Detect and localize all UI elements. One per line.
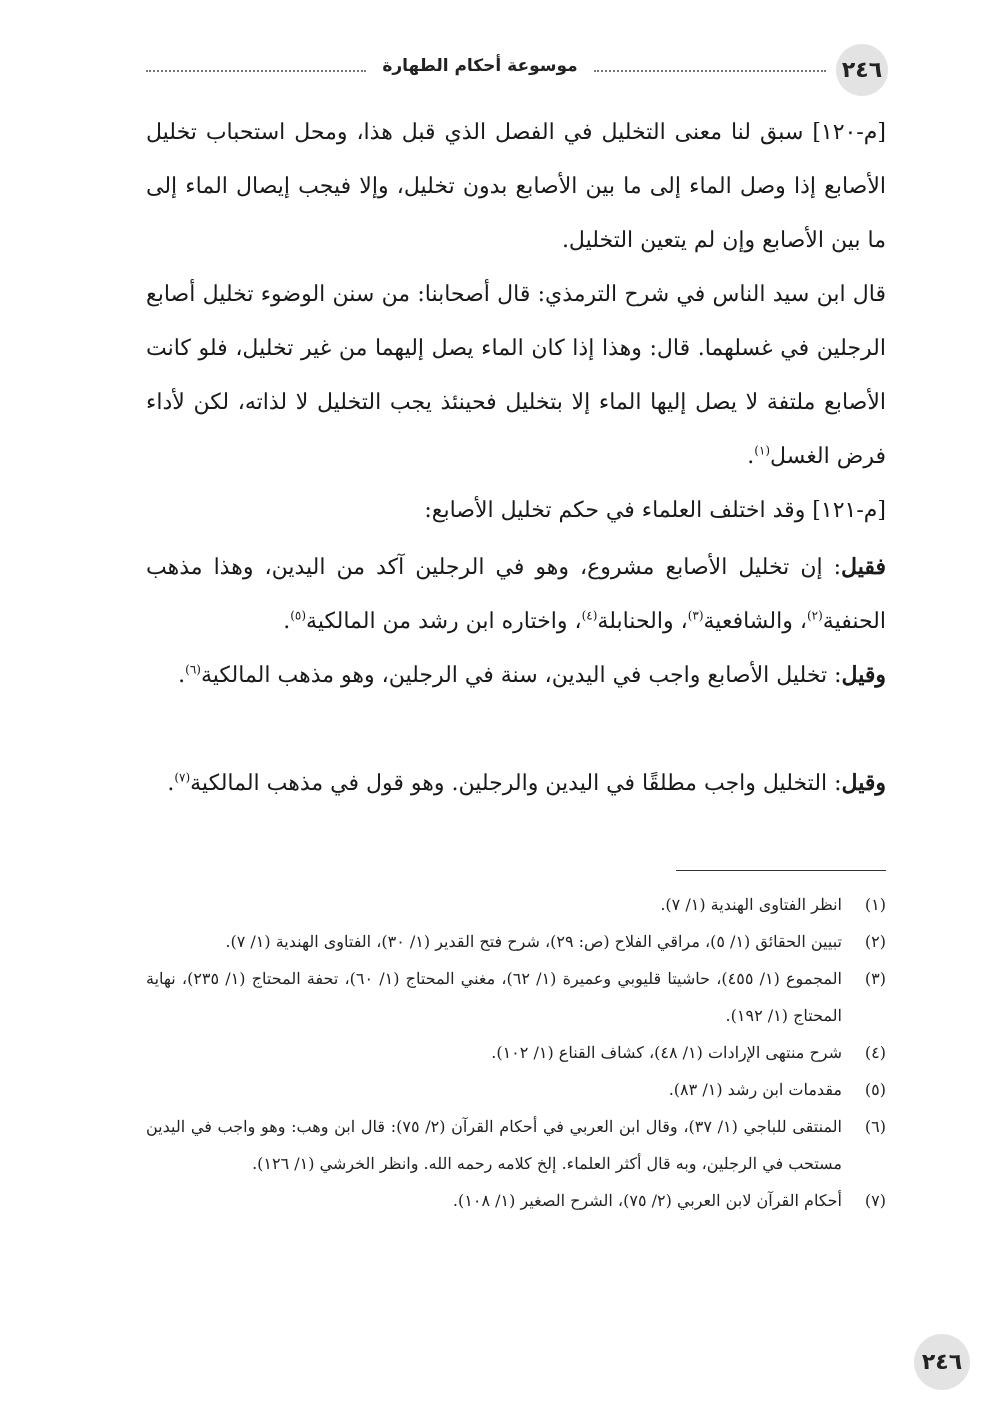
- paragraph-text: [م-١٢١] وقد اختلف العلماء في حكم تخليل الأصابع:: [424, 498, 886, 523]
- footnote-text: أحكام القرآن لابن العربي (٢/ ٧٥)، الشرح الصغير (١/ ١٠٨).: [452, 1191, 842, 1210]
- paragraph-m121: [146, 484, 886, 538]
- footnote-number: (٦): [864, 1117, 886, 1136]
- paragraph-end: .: [167, 771, 175, 796]
- footnote-text: المنتقى للباجي (١/ ٣٧)، وقال ابن العربي في أحكام القرآن (٢/ ٧٥): قال ابن وهب: وهو واجب في اليدين مستحب في الرجلين، وبه قال أكثر العلماء. إلخ كلامه رحمه الله. وانظر الخرشي (١/ ١٢٦).: [146, 1117, 842, 1173]
- header-dotted-rule-right: [594, 70, 826, 72]
- paragraph-text: : إن تخليل الأصابع مشروع، وهو في الرجلين آكد من اليدين، وهذا مذهب الحنفية: [146, 555, 886, 634]
- footnote-ref-5[interactable]: (٥): [290, 608, 307, 623]
- footnotes-list: [146, 886, 886, 1219]
- footnote-item: [146, 923, 886, 960]
- paragraph-text: ، والشافعية: [703, 609, 807, 634]
- paragraph-m120: [146, 106, 886, 268]
- footnote-item: [146, 886, 886, 923]
- header-dotted-rule-left: [146, 70, 366, 72]
- footnote-number: (٢): [864, 932, 886, 951]
- paragraph-end: .: [178, 663, 186, 688]
- paragraph-third-opinion: [146, 756, 886, 811]
- footnote-number: (٥): [864, 1080, 886, 1099]
- footnote-text: مقدمات ابن رشد (١/ ٨٣).: [668, 1080, 842, 1099]
- footnote-text: تبيين الحقائق (١/ ٥)، مراقي الفلاح (ص: ٢٩)، شرح فتح القدير (١/ ٣٠)، الفتاوى الهندية (١/ ٧).: [225, 932, 842, 951]
- footnote-text: شرح منتهى الإرادات (١/ ٤٨)، كشاف القناع (١/ ١٠٢).: [491, 1043, 842, 1062]
- paragraph-text: [م-١٢٠] سبق لنا معنى التخليل في الفصل الذي قبل هذا، ومحل استحباب تخليل الأصابع إذا وصل الماء إلى ما بين الأصابع بدون تخليل، وإلا فيجب إيصال الماء إلى ما بين الأصابع وإن لم يتعين التخليل.: [146, 120, 886, 253]
- paragraph-text: ، والحنابلة: [597, 609, 688, 634]
- footnote-text: المجموع (١/ ٤٥٥)، حاشيتا قليوبي وعميرة (١/ ٦٢)، مغني المحتاج (١/ ٦٠)، تحفة المحتاج (١/ ٢٣٥)، نهاية المحتاج (١/ ١٩٢).: [146, 969, 842, 1025]
- footnote-text: انظر الفتاوى الهندية (١/ ٧).: [660, 895, 842, 914]
- paragraph-text: ، واختاره ابن رشد من المالكية: [306, 609, 582, 634]
- paragraph-text: : التخليل واجب مطلقًا في اليدين والرجلين. وهو قول في مذهب المالكية: [190, 771, 842, 796]
- footnote-number: (٣): [864, 969, 886, 988]
- header-page-number: ٢٤٦: [836, 44, 888, 96]
- footnote-number: (١): [864, 895, 886, 914]
- footnote-number: (٧): [864, 1191, 886, 1210]
- footer-page-number: ٢٤٦: [914, 1334, 970, 1390]
- footnote-ref-6[interactable]: (٦): [185, 662, 201, 677]
- footnote-item: [146, 1108, 886, 1182]
- paragraph-end: .: [283, 609, 291, 634]
- opinion-lead: فقيل: [841, 554, 886, 580]
- footnote-item: [146, 1071, 886, 1108]
- paragraph-text: قال ابن سيد الناس في شرح الترمذي: قال أصحابنا: من سنن الوضوء تخليل أصابع الرجلين في غسلهما. قال: وهذا إذا كان الماء يصل إليهما من غير تخليل، فلو كانت الأصابع ملتفة لا يصل إليها الماء إلا بتخليل فحينئذ يجب التخليل لا لذاته، لكن لأداء فرض الغسل: [146, 282, 886, 469]
- paragraph-first-opinion: [146, 540, 886, 649]
- footnote-ref-2[interactable]: (٢): [806, 608, 823, 623]
- footnote-separator: [676, 870, 886, 871]
- running-header-title: موسوعة أحكام الطهارة: [382, 56, 578, 76]
- footnote-ref-7[interactable]: (٧): [174, 770, 191, 785]
- footnote-ref-1[interactable]: (١): [754, 443, 771, 458]
- paragraph-end: .: [747, 444, 755, 469]
- paragraph-second-opinion: [146, 648, 886, 703]
- paragraph-text: : تخليل الأصابع واجب في اليدين، سنة في الرجلين، وهو مذهب المالكية: [200, 663, 842, 688]
- footnote-ref-3[interactable]: (٣): [687, 608, 704, 623]
- footnote-item: [146, 960, 886, 1034]
- opinion-lead: وقيل: [841, 770, 886, 796]
- paragraph-ibn-sayyid-quote: [146, 268, 886, 484]
- footnote-number: (٤): [864, 1043, 886, 1062]
- footnote-ref-4[interactable]: (٤): [581, 608, 598, 623]
- footnote-item: [146, 1182, 886, 1219]
- opinion-lead: وقيل: [841, 662, 886, 688]
- footnote-item: [146, 1034, 886, 1071]
